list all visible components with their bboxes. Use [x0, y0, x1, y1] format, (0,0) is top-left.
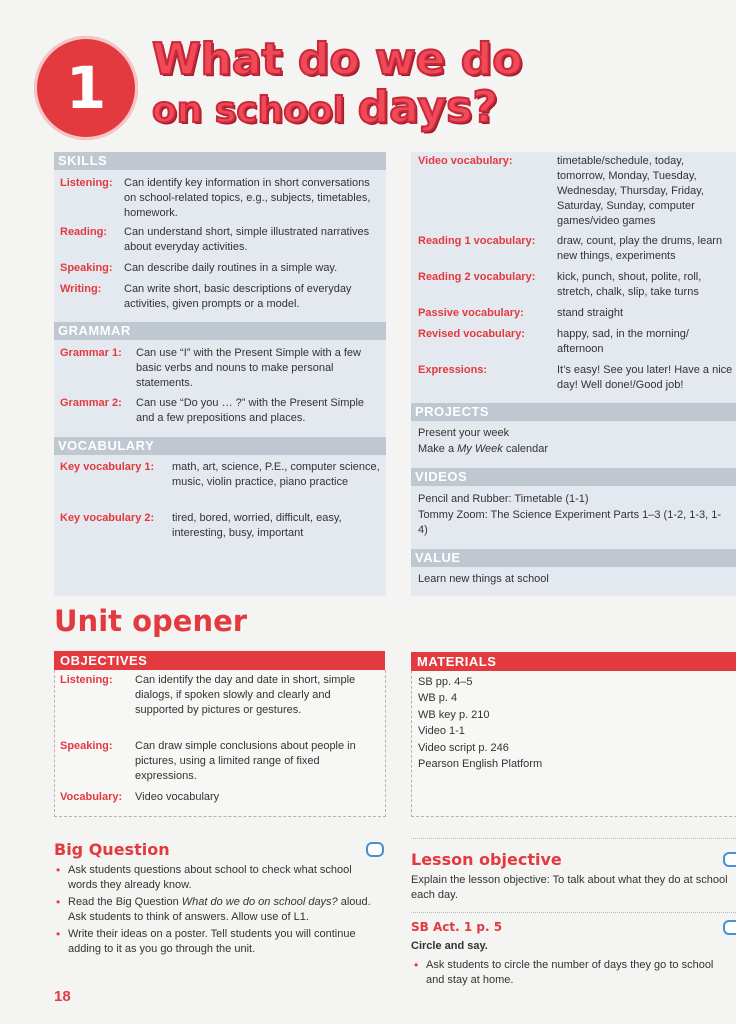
my-week-italic: My Week — [457, 443, 503, 455]
rv-text: draw, count, play the drums, learn new things, experiments — [557, 235, 723, 262]
grammar-text: Can use “I” with the Present Simple with a few basic verbs and nouns to make personal statements. — [136, 347, 361, 389]
projects-heading: PROJECTS — [411, 403, 736, 421]
bq-bullet-2: • Read the Big Question What do we do on school days? aloud. Ask students to think of answers. Allow use of L1. — [68, 895, 380, 925]
objective-label: Vocabulary: — [60, 791, 123, 803]
skill-text: Can write short, basic descriptions of everyday activities, given prompts or a model. — [124, 283, 352, 310]
vocab-text: math, art, science, P.E., computer science, music, violin practice, piano practice — [172, 461, 380, 488]
grammar-label: Grammar 1: — [60, 347, 122, 359]
skills-heading: SKILLS — [54, 152, 386, 170]
grammar-heading: GRAMMAR — [54, 322, 386, 340]
rv-text: kick, punch, shout, polite, roll, stretch, chalk, slip, take turns — [557, 271, 702, 298]
skill-label: Speaking: — [60, 262, 113, 274]
grammar-label: Grammar 2: — [60, 397, 122, 409]
projects-line2: Make a My Week calendar — [418, 443, 549, 455]
big-question-italic: What do we do on school days? — [181, 896, 338, 908]
unit-title-line1 — [152, 34, 522, 85]
rv-label: Expressions: — [418, 364, 488, 376]
divider — [411, 912, 736, 913]
material-item: Video script p. 246 — [418, 741, 509, 754]
material-item: WB p. 4 — [418, 692, 458, 705]
unit-title-line2 — [152, 82, 498, 133]
skill-label: Reading: — [60, 226, 108, 238]
lesson-objective-text: Explain the lesson objective: To talk about what they do at school each day. — [411, 874, 728, 901]
vocab-label: Key vocabulary 1: — [60, 461, 155, 473]
unit-number: 1 — [65, 54, 107, 122]
objective-label: Listening: — [60, 674, 113, 686]
sb-act-subtitle: Circle and say. — [411, 940, 488, 952]
skill-label: Writing: — [60, 283, 102, 295]
vocab-label: Key vocabulary 2: — [60, 512, 155, 524]
skill-label: Listening: — [60, 177, 113, 189]
skill-text: Can identify key information in short conversations on school-related topics, e.g., subjects, timetables, homework. — [124, 177, 371, 219]
skill-text: Can describe daily routines in a simple way. — [124, 262, 338, 274]
material-item: SB pp. 4–5 — [418, 676, 473, 688]
speech-bubble-icon — [723, 852, 736, 867]
material-item: Pearson English Platform — [418, 758, 543, 771]
unit-opener-title: Unit opener — [54, 604, 248, 638]
grammar-text: Can use “Do you … ?” with the Present Simple and a few prepositions and places. — [136, 397, 365, 424]
rv-text: It’s easy! See you later! Have a nice day! Well done!/Good job! — [557, 364, 733, 391]
bq-bullet-1: • Ask students questions about school to check what school words they already know. — [68, 863, 368, 893]
title-text-1: What do we do — [152, 34, 523, 85]
title-text-2b: days? — [357, 82, 498, 133]
sb-act-title: SB Act. 1 p. 5 — [411, 920, 503, 934]
vocabulary-heading: VOCABULARY — [54, 437, 386, 455]
rv-label: Revised vocabulary: — [418, 328, 525, 340]
rv-text: timetable/schedule, today, tomorrow, Monday, Tuesday, Wednesday, Thursday, Friday, Saturday, Sunday, computer games/video games — [557, 155, 704, 227]
rv-label: Reading 1 vocabulary: — [418, 235, 536, 247]
divider — [411, 838, 736, 839]
material-item: WB key p. 210 — [418, 708, 490, 721]
objective-text: Can identify the day and date in short, simple dialogs, if spoken slowly and clearly and supported by pictures or gestures. — [135, 674, 356, 716]
videos-heading: VIDEOS — [411, 468, 736, 486]
rv-text: stand straight — [557, 307, 624, 319]
sb-act-bullet-1: • Ask students to circle the number of days they go to school and stay at home. — [426, 958, 726, 988]
vocab-text: tired, bored, worried, difficult, easy, interesting, busy, important — [172, 512, 342, 539]
material-item: Video 1-1 — [418, 725, 465, 738]
objective-label: Speaking: — [60, 740, 113, 752]
rv-label: Passive vocabulary: — [418, 307, 524, 319]
unit-number-badge — [34, 36, 138, 140]
page-number: 18 — [54, 988, 71, 1005]
materials-list — [418, 674, 542, 772]
objective-text: Video vocabulary — [135, 791, 220, 803]
value-line1: Learn new things at school — [418, 573, 549, 585]
projects-line1: Present your week — [418, 427, 510, 439]
rv-label: Video vocabulary: — [418, 155, 513, 167]
objectives-heading: OBJECTIVES — [54, 651, 385, 670]
speech-bubble-icon — [723, 920, 736, 935]
rv-text: happy, sad, in the morning/ afternoon — [557, 328, 689, 355]
speech-bubble-icon — [366, 842, 384, 857]
videos-line1: Pencil and Rubber: Timetable (1-1) — [418, 493, 589, 505]
lesson-objective-title: Lesson objective — [411, 850, 562, 869]
videos-line2: Tommy Zoom: The Science Experiment Parts 1–3 (1-2, 1-3, 1-4) — [418, 509, 722, 536]
big-question-title: Big Question — [54, 840, 170, 859]
objective-text: Can draw simple conclusions about people in pictures, using a limited range of fixed expressions. — [135, 740, 356, 782]
skill-text: Can understand short, simple illustrated narratives about everyday activities. — [124, 226, 370, 253]
rv-label: Reading 2 vocabulary: — [418, 271, 536, 283]
value-heading: VALUE — [411, 549, 736, 567]
bq-bullet-3: • Write their ideas on a poster. Tell students you will continue adding to it as you go through the unit. — [68, 927, 368, 957]
title-text-2a: on school — [152, 90, 346, 131]
materials-heading: MATERIALS — [411, 652, 736, 671]
